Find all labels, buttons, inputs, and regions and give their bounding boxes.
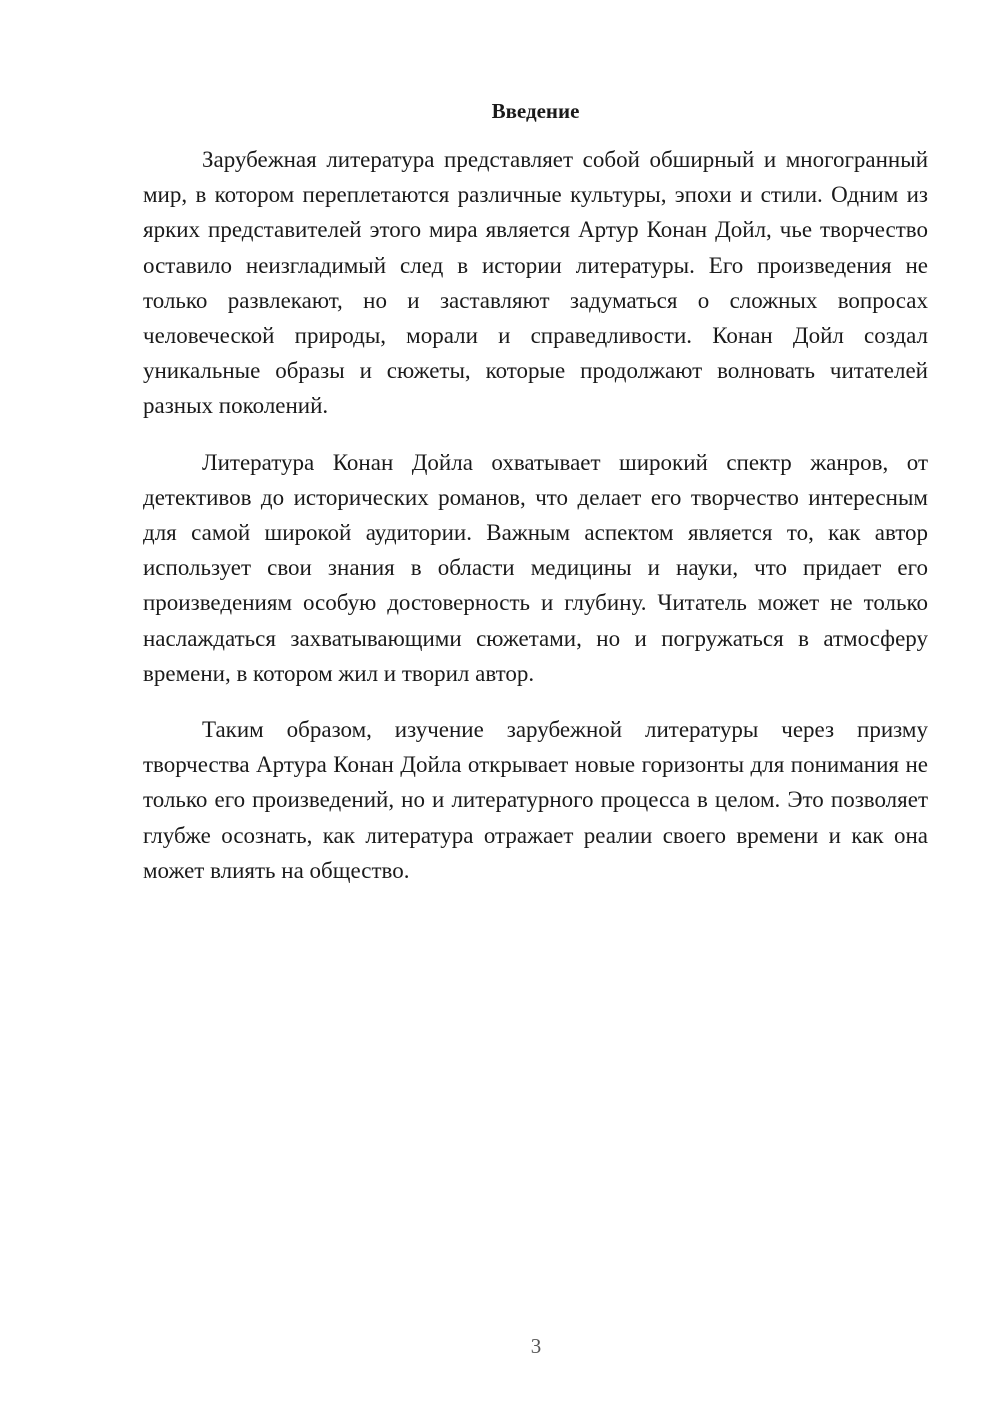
section-title: Введение [491,99,580,123]
body-text [143,142,928,909]
paragraph-3: Таким образом, изучение зарубежной литературы через призму творчества Артура Конан Дойла открывает новые горизонты для понимания не только его произведений, но и литературного процесса в целом. Это позволяет глубже осознать, как литература отражает реалии своего времени и как она может влиять на общество. [143,717,928,883]
page-number: 3 [530,1334,542,1358]
paragraph-2: Литература Конан Дойла охватывает широкий спектр жанров, от детективов до исторических романов, что делает его творчество интересным для самой широкой аудитории. Важным аспектом является то, как автор использует свои знания в области медицины и науки, что придает его произведениям особую достоверность и глубину. Читатель может не только наслаждаться захватывающими сюжетами, но и погружаться в атмосферу времени, в котором жил и творил автор. [143,449,928,686]
paragraph-1: Зарубежная литература представляет собой обширный и многогранный мир, в котором переплетаются различные культуры, эпохи и стили. Одним из ярких представителей этого мира является Артур Конан Дойл, чье творчество оставило неизгладимый след в истории литературы. Его произведения не только развлекают, но и заставляют задуматься о сложных вопросах человеческой природы, морали и справедливости. Конан Дойл создал уникальные образы и сюжеты, которые продолжают волновать читателей разных поколений. [143,147,928,419]
